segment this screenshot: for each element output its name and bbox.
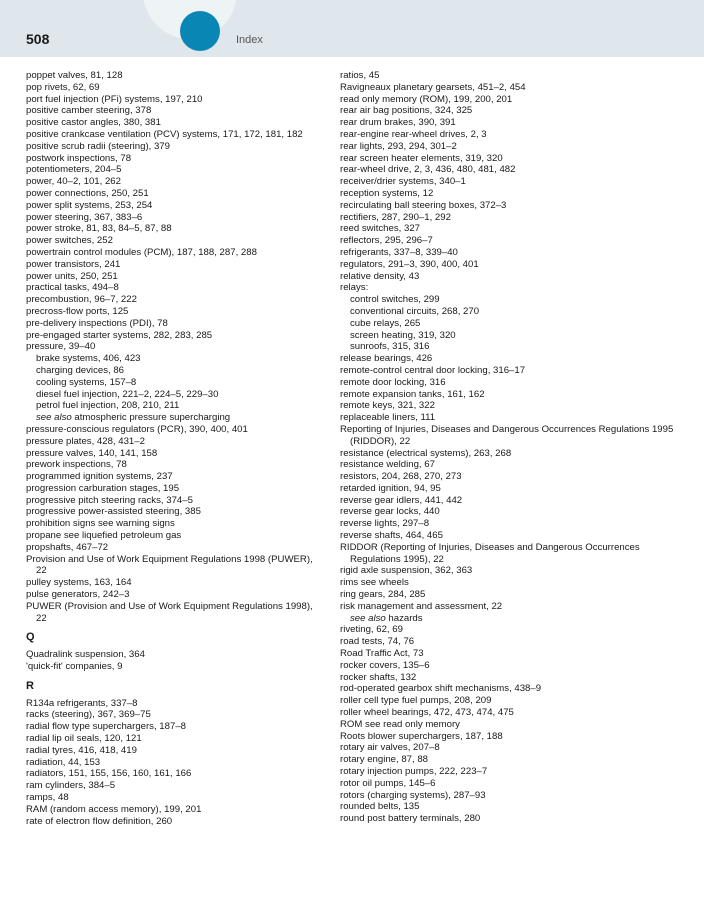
index-entry: positive crankcase ventilation (PCV) systems, 171, 172, 181, 182	[26, 128, 303, 140]
index-entry: remote-control central door locking, 316–17	[340, 364, 526, 376]
index-entry: riveting, 62, 69	[340, 624, 403, 636]
index-entry: reverse gear locks, 440	[340, 506, 440, 518]
index-entry: Quadralink suspension, 364	[26, 649, 145, 661]
index-subentry	[26, 412, 326, 424]
index-entry: rate of electron flow definition, 260	[26, 815, 173, 827]
index-entry: pressure, 39–40	[26, 341, 96, 353]
index-entry: rounded belts, 135	[340, 801, 420, 813]
index-entry: rear air bag positions, 324, 325	[340, 105, 473, 117]
index-entry: power steering, 367, 383–6	[26, 211, 143, 223]
index-entry: prework inspections, 78	[26, 459, 127, 471]
index-entry: potentiometers, 204–5	[26, 164, 122, 176]
index-subentry	[340, 613, 685, 625]
index-entry: pressure plates, 428, 431–2	[26, 435, 145, 447]
index-entry: rims see wheels	[340, 577, 409, 589]
index-entry: ram cylinders, 384–5	[26, 780, 116, 792]
index-entry: reed switches, 327	[340, 223, 420, 235]
index-entry: remote expansion tanks, 161, 162	[340, 388, 485, 400]
index-entry: round post battery terminals, 280	[340, 813, 481, 825]
index-entry: Ravigneaux planetary gearsets, 451–2, 454	[340, 81, 526, 93]
index-entry: power switches, 252	[26, 235, 113, 247]
index-entry: recirculating ball steering boxes, 372–3	[340, 199, 507, 211]
index-entry: pressure valves, 140, 141, 158	[26, 447, 158, 459]
index-entry: roller wheel bearings, 472, 473, 474, 475	[340, 707, 514, 719]
index-entry: pre-delivery inspections (PDI), 78	[26, 317, 168, 329]
index-entry: Roots blower superchargers, 187, 188	[340, 730, 503, 742]
index-entry: progression carburation stages, 195	[26, 482, 180, 494]
index-entry: ratios, 45	[340, 70, 380, 81]
index-entry: rectifiers, 287, 290–1, 292	[340, 211, 451, 223]
index-entry: regulators, 291–3, 390, 400, 401	[340, 258, 479, 270]
index-entry: ramps, 48	[26, 792, 69, 804]
index-entry: rotary injection pumps, 222, 223–7	[340, 766, 488, 778]
index-entry: rocker covers, 135–6	[340, 659, 430, 671]
index-entry: replaceable liners, 111	[340, 412, 436, 424]
index-entry: retarded ignition, 94, 95	[340, 482, 441, 494]
index-entry: remote door locking, 316	[340, 376, 446, 388]
index-entry: positive scrub radii (steering), 379	[26, 140, 170, 152]
index-entry: rear drum brakes, 390, 391	[340, 117, 456, 129]
index-entry: positive castor angles, 380, 381	[26, 117, 161, 129]
index-entry: radial flow type superchargers, 187–8	[26, 721, 186, 733]
index-entry: PUWER (Provision and Use of Work Equipment Regulations 1998), 22	[26, 600, 313, 624]
index-entry: ROM see read only memory	[340, 718, 460, 730]
index-entry: resistance (electrical systems), 263, 268	[340, 447, 512, 459]
section-label: Index	[236, 34, 263, 46]
index-subentry: conventional circuits, 268, 270	[350, 305, 480, 317]
index-entry: reflectors, 295, 296–7	[340, 235, 433, 247]
see-also-target: hazards	[388, 612, 423, 624]
index-entry: power connections, 250, 251	[26, 187, 149, 199]
index-entry: rotary air valves, 207–8	[340, 742, 440, 754]
index-entry: pre-engaged starter systems, 282, 283, 285	[26, 329, 213, 341]
index-subentry: brake systems, 406, 423	[36, 353, 141, 365]
index-entry: rod-operated gearbox shift mechanisms, 438–9	[340, 683, 542, 695]
index-entry: rigid axle suspension, 362, 363	[340, 565, 473, 577]
index-entry: road tests, 74, 76	[340, 636, 415, 648]
index-subentry: screen heating, 319, 320	[350, 329, 456, 341]
index-entry: progressive pitch steering racks, 374–5	[26, 494, 193, 506]
page-header	[0, 0, 704, 57]
index-subentry: cooling systems, 157–8	[36, 376, 137, 388]
index-entry: propshafts, 467–72	[26, 541, 109, 553]
index-entry: programmed ignition systems, 237	[26, 471, 173, 483]
index-entry: R134a refrigerants, 337–8	[26, 697, 138, 709]
index-subentry: cube relays, 265	[350, 317, 421, 329]
index-entry: power units, 250, 251	[26, 270, 118, 282]
see-also-target: atmospheric pressure supercharging	[74, 412, 231, 424]
index-entry: practical tasks, 494–8	[26, 282, 119, 294]
index-entry: rotor oil pumps, 145–6	[340, 777, 436, 789]
index-entry: remote keys, 321, 322	[340, 400, 435, 412]
header-accent-dot	[180, 11, 220, 51]
index-entry: reverse lights, 297–8	[340, 518, 430, 530]
index-entry: risk management and assessment, 22	[340, 600, 503, 612]
index-entry: rear-engine rear-wheel drives, 2, 3	[340, 128, 487, 140]
index-entry: rear screen heater elements, 319, 320	[340, 152, 503, 164]
index-entry: read only memory (ROM), 199, 200, 201	[340, 93, 513, 105]
index-entry: resistance welding, 67	[340, 459, 435, 471]
index-entry: radiation, 44, 153	[26, 756, 101, 768]
see-also-label: see also	[36, 412, 72, 424]
page-number: 508	[26, 31, 50, 47]
index-subentry: petrol fuel injection, 208, 210, 211	[36, 400, 180, 412]
index-entry: release bearings, 426	[340, 353, 433, 365]
index-entry: reverse shafts, 464, 465	[340, 530, 443, 542]
index-entry: rear-wheel drive, 2, 3, 436, 480, 481, 482	[340, 164, 516, 176]
index-entry: prohibition signs see warning signs	[26, 518, 175, 530]
index-subentry: control switches, 299	[350, 294, 440, 306]
index-entry: resistors, 204, 268, 270, 273	[340, 471, 462, 483]
index-entry: power stroke, 81, 83, 84–5, 87, 88	[26, 223, 172, 235]
index-entry: progressive power-assisted steering, 385	[26, 506, 201, 518]
index-entry: reception systems, 12	[340, 187, 434, 199]
index-entry: roller cell type fuel pumps, 208, 209	[340, 695, 492, 707]
index-entry: ring gears, 284, 285	[340, 589, 426, 601]
index-entry: Reporting of Injuries, Diseases and Dangerous Occurrences Regulations 1995 (RIDDOR), 22	[340, 423, 674, 447]
index-column-left	[26, 70, 326, 827]
index-entry: relays:	[340, 282, 369, 294]
index-entry: receiver/drier systems, 340–1	[340, 176, 466, 188]
index-entry: pulse generators, 242–3	[26, 589, 130, 601]
section-heading: Q	[26, 631, 35, 644]
index-subentry: charging devices, 86	[36, 364, 124, 376]
index-entry: RIDDOR (Reporting of Injuries, Diseases and Dangerous Occurrences Regulations 1995), 22	[340, 541, 640, 565]
index-entry: 'quick-fit' companies, 9	[26, 661, 123, 673]
index-entry: Provision and Use of Work Equipment Regulations 1998 (PUWER), 22	[26, 553, 313, 577]
index-entry: precross-flow ports, 125	[26, 305, 129, 317]
index-entry: rotary engine, 87, 88	[340, 754, 429, 766]
section-heading: R	[26, 679, 34, 692]
index-entry: pop rivets, 62, 69	[26, 81, 100, 93]
index-entry: pulley systems, 163, 164	[26, 577, 132, 589]
index-entry: powertrain control modules (PCM), 187, 188, 287, 288	[26, 246, 257, 258]
index-entry: postwork inspections, 78	[26, 152, 132, 164]
index-subentry: sunroofs, 315, 316	[350, 341, 430, 353]
index-entry: relative density, 43	[340, 270, 420, 282]
index-entry: power split systems, 253, 254	[26, 199, 153, 211]
index-entry: reverse gear idlers, 441, 442	[340, 494, 463, 506]
index-entry: rear lights, 293, 294, 301–2	[340, 140, 457, 152]
index-entry: rocker shafts, 132	[340, 671, 417, 683]
index-column-right	[340, 70, 685, 825]
index-entry: power transistors, 241	[26, 258, 121, 270]
index-entry: port fuel injection (PFi) systems, 197, 210	[26, 93, 203, 105]
index-entry: poppet valves, 81, 128	[26, 70, 123, 81]
index-entry: precombustion, 96–7, 222	[26, 294, 137, 306]
index-entry: radial lip oil seals, 120, 121	[26, 733, 142, 745]
index-entry: RAM (random access memory), 199, 201	[26, 803, 202, 815]
index-entry: propane see liquefied petroleum gas	[26, 530, 182, 542]
index-entry: Road Traffic Act, 73	[340, 648, 424, 660]
index-entry: refrigerants, 337–8, 339–40	[340, 246, 458, 258]
index-entry: positive camber steering, 378	[26, 105, 152, 117]
index-entry: power, 40–2, 101, 262	[26, 176, 121, 188]
index-entry: racks (steering), 367, 369–75	[26, 709, 151, 721]
index-subentry: diesel fuel injection, 221–2, 224–5, 229–30	[36, 388, 219, 400]
see-also-label: see also	[350, 612, 386, 624]
index-entry: pressure-conscious regulators (PCR), 390, 400, 401	[26, 423, 248, 435]
index-entry: radial tyres, 416, 418, 419	[26, 744, 137, 756]
index-entry: rotors (charging systems), 287–93	[340, 789, 486, 801]
index-entry: radiators, 151, 155, 156, 160, 161, 166	[26, 768, 192, 780]
